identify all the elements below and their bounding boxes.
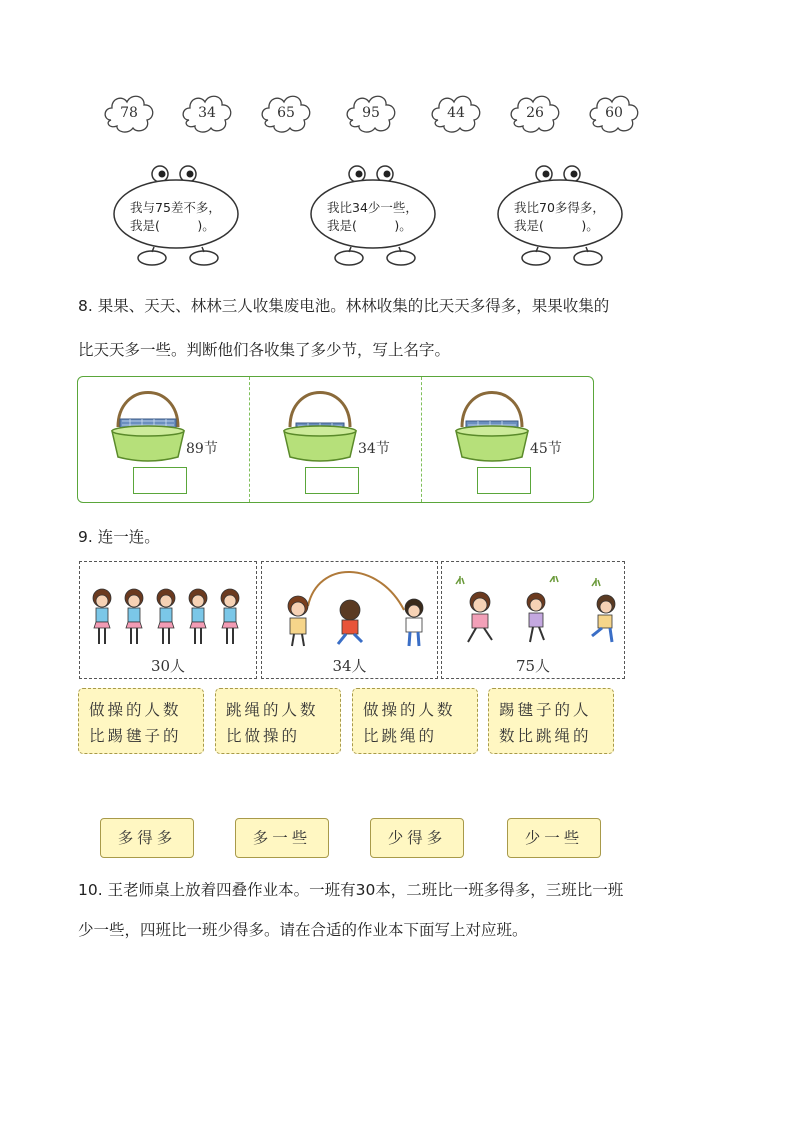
card-line1: 做操的人数 [363,701,456,719]
answer-chip[interactable]: 少得多 [370,818,464,858]
question-8-line2: 比天天多一些。判断他们各收集了多少节，写上名字。 [78,341,451,359]
creature-line2: 我是( )。 [130,218,215,233]
cloud-number: 65 [277,105,295,121]
basket-cell [250,377,421,502]
name-answer-box[interactable] [477,467,531,494]
card-line2: 比踢毽子的 [89,727,182,745]
card-line1: 踢毽子的人 [499,701,592,719]
battery-count: 45节 [530,441,562,457]
number-cloud [101,90,157,136]
cloud-number: 34 [198,105,216,121]
basket-icon [280,385,360,465]
speech-creature [108,158,248,270]
speech-creature [305,158,445,270]
answer-chip[interactable]: 多一些 [235,818,329,858]
creature-line1: 我与75差不多， [130,200,221,215]
people-count: 34人 [332,657,367,675]
basket-cell [78,377,249,502]
card-line2: 比跳绳的 [363,727,438,745]
basket-cell [422,377,593,502]
people-count: 30人 [150,657,186,675]
number-cloud [343,90,399,136]
cloud-number: 95 [362,105,380,121]
question-10-line2: 少一些，四班比一班少得多。请在合适的作业本下面写上对应班。 [78,921,528,939]
comparison-card[interactable] [488,688,614,754]
card-line2: 比做操的 [226,727,301,745]
people-count: 75人 [515,657,551,675]
basket-icon [452,385,532,465]
card-line2: 数比跳绳的 [499,727,592,745]
number-cloud [586,90,642,136]
battery-count: 89节 [186,441,218,457]
number-cloud [428,90,484,136]
battery-count: 34节 [358,441,390,457]
cloud-number: 60 [605,105,623,121]
number-cloud [258,90,314,136]
number-cloud [507,90,563,136]
creature-line1: 我比70多得多， [514,200,605,215]
name-answer-box[interactable] [305,467,359,494]
name-answer-box[interactable] [133,467,187,494]
creature-line1: 我比34少一些， [327,200,418,215]
comparison-card[interactable] [352,688,478,754]
card-line1: 做操的人数 [89,701,182,719]
answer-chip[interactable]: 少一些 [507,818,601,858]
exercising-children-icon [86,584,250,650]
cloud-number: 44 [447,105,465,121]
question-10-line1: 10. 王老师桌上放着四叠作业本。一班有30本，二班比一班多得多，三班比一班 [78,881,624,899]
creature-line2: 我是( )。 [327,218,412,233]
question-9-title: 9. 连一连。 [78,528,160,546]
basket-panel [77,376,594,503]
picture-box-shuttlecock [441,561,625,679]
picture-box-exercise [79,561,257,679]
basket-icon [108,385,188,465]
comparison-card[interactable] [215,688,341,754]
picture-box-jumprope [261,561,438,679]
number-cloud [179,90,235,136]
creature-line2: 我是( )。 [514,218,599,233]
answer-chip[interactable]: 多得多 [100,818,194,858]
kicking-shuttlecock-icon [446,576,622,650]
cloud-number: 78 [120,105,138,121]
cloud-number: 26 [526,105,544,121]
comparison-card[interactable] [78,688,204,754]
speech-creature [492,158,632,270]
card-line1: 跳绳的人数 [226,701,319,719]
jumping-rope-icon [268,564,432,650]
question-8-line1: 8. 果果、天天、林林三人收集废电池。林林收集的比天天多得多，果果收集的 [78,297,610,315]
